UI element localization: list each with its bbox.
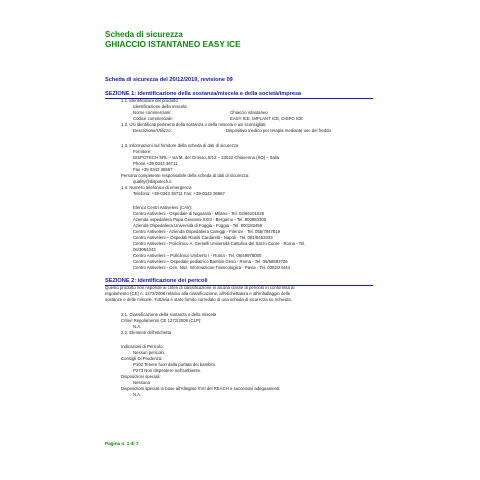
- text-line: EASY ICE, IMPLANT ICE, DISPO ICE: [230, 116, 304, 121]
- text-line: Centro Antiveleni – Ospedali Riuniti Cardarelli - Napoli - Tel. 081/5453333: [133, 235, 273, 240]
- text-line: Centro Antiveleni - Policlinico A. Gemelli Università Cattolica del Sacro Cuore - Roma - Tel.: [133, 241, 306, 246]
- text-line: Azienda Ospedaliera Università di Foggia - Foggia - Tel. 800183459: [133, 223, 263, 228]
- text-line: Elenco Centri Antiveleni (CAV):: [133, 205, 193, 210]
- page-number: Pagina n. 1 di 7: [105, 441, 139, 446]
- text-line: Identificazione della miscela:: [133, 104, 188, 109]
- text-line: 1.1. Identificatore del prodotto: [121, 98, 178, 103]
- text-line: Questo prodotto non risponde ai criteri di classificazione in alcuna classe di pericolo in conformità al: [105, 285, 295, 290]
- text-line: 2.1. Classificazione della sostanza o della miscela: [121, 312, 217, 317]
- text-line: Disposizioni speciali:: [121, 374, 161, 379]
- product-name: GHIACCIO ISTANTANEO EASY ICE: [105, 40, 241, 49]
- text-line: Phone +39 0343 36711: [133, 161, 178, 166]
- text-line: Descrizione/Utilizzo:: [133, 128, 172, 133]
- text-line: Indicazioni di Pericolo:: [121, 344, 164, 349]
- text-line: Dispositivo medico per terapia mediante uso del freddo: [226, 128, 331, 133]
- text-line: Fax +39 0343 36567: [133, 167, 173, 172]
- text-line: Centro Antiveleni – Ospedale pediatrico Bambin Gesù - Roma - Tel. 06/68593726: [133, 259, 288, 264]
- text-line: Nessuna: [133, 380, 150, 385]
- text-line: Fornitore:: [133, 149, 152, 154]
- text-line: Centro Antiveleni - Azienda Ospedaliera Careggi - Firenze - Tel. 055/7947819: [133, 229, 281, 234]
- text-line: P102 Tenere fuori dalla portata dei bambini.: [133, 362, 217, 367]
- text-line: sostanze e delle miscele. Tuttavia è stato fornito corredato di una scheda di sicurezza su richiesta.: [105, 297, 292, 302]
- text-line: Nessun pericolo.: [133, 350, 166, 355]
- text-line: Disposizioni speciali in base all'Allegato XVII del REACH e successivi adeguamenti:: [121, 386, 281, 391]
- text-line: N.A.: [133, 324, 142, 329]
- text-line: quality@dispotech.it: [133, 179, 172, 184]
- text-line: Ghiaccio istantaneo: [230, 110, 268, 115]
- text-line: 1.2. Usi identificati pertinenti della sostanza o della miscela e usi sconsigliati: [121, 122, 266, 127]
- revision-info: Scheda di sicurezza del 20/12/2019, revisione 09: [105, 77, 233, 83]
- text-line: 06/3054343: [133, 247, 156, 252]
- text-line: N.A.: [133, 392, 142, 397]
- text-line: Codice commerciale:: [133, 116, 174, 121]
- text-line: 2.2. Elementi dell'etichetta: [121, 330, 172, 335]
- text-line: Centro Antiveleni - Cen. Naz. Informazione Tossicologica - Pavia - Tel. 0382/24444: [133, 265, 291, 270]
- text-line: Centro Antiveleni – Policlinico Umberto I - Roma - Tel. 06/49978000: [133, 253, 262, 258]
- text-line: Centro Antiveleni - Ospedale di Niguarda - Milano - Tel. 02/66101029: [133, 211, 265, 216]
- text-line: Telefono: +39-0343 36711 Fax: +39-0343 36567: [133, 191, 225, 196]
- text-line: 1.3. Informazioni sul fornitore della scheda di dati di sicurezza: [121, 143, 239, 148]
- section-1-title: SEZIONE 1: identificazione della sostanza/miscela e della società/impresa: [105, 91, 373, 99]
- text-line: Consigli Di Prudenza:: [121, 356, 163, 361]
- document-title: Scheda di sicurezza: [105, 30, 183, 39]
- text-line: P273 Non disperdere nell'ambiente.: [133, 368, 202, 373]
- text-line: 1.4. Numero telefonico di emergenza: [121, 185, 192, 190]
- text-line: Persona competente responsabile della scheda di dati di sicurezza:: [121, 173, 250, 178]
- text-line: regolamento (CE) n. 1272/2008 relativo alla classificazione, all'etichettatura e all'imballaggio delle: [105, 291, 291, 296]
- text-line: DISPOTECH SRL – via M. del Grosso, 8/12 – 23022 Chiavenna (SO) – Italia: [133, 155, 280, 160]
- text-line: Nome commerciale:: [133, 110, 172, 115]
- text-line: Criteri Regolamento CE 1272/2008 (CLP):: [121, 318, 202, 323]
- text-line: Azienda ospedaliera Papa Giovanni XXIII - Bergamo - Tel. 800883300: [133, 217, 267, 222]
- section-2-title: SEZIONE 2: identificazione dei pericoli: [105, 278, 373, 286]
